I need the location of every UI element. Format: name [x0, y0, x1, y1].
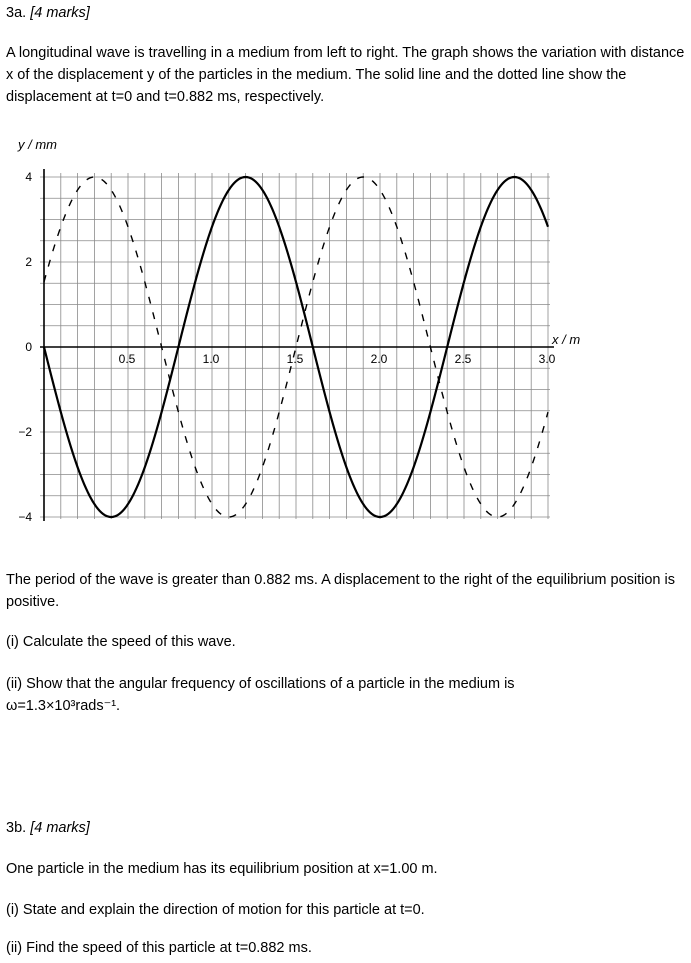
question-3a-intro: A longitudinal wave is travelling in a medium from left to right. The graph shows the variation with distance x of the displacement y of the particles in the medium. The solid line and the dotted line show the displacement at t=0 and t=0.882 ms, respectively. — [6, 45, 685, 105]
x-tick-label: 1.5 — [286, 352, 304, 366]
x-axis-label: x / m — [552, 332, 581, 347]
wave-graph — [0, 128, 600, 523]
x-tick-label: 2.0 — [370, 352, 388, 366]
question-3b-marks: [4 marks] — [30, 820, 90, 836]
graph-grid — [40, 173, 550, 519]
y-tick-label: 0 — [25, 340, 32, 354]
x-tick-label: 0.5 — [118, 352, 136, 366]
question-3a-part-ii-line2: ω=1.3×10³rads⁻¹. — [6, 698, 121, 714]
question-3b-part-ii: (ii) Find the speed of this particle at t=0.882 ms. — [6, 940, 312, 956]
x-tick-label: 2.5 — [454, 352, 472, 366]
question-3a-marks: [4 marks] — [30, 5, 90, 21]
question-3a-header — [6, 2, 90, 24]
y-tick-label: 4 — [25, 170, 32, 184]
question-3b-intro: One particle in the medium has its equilibrium position at x=1.00 m. — [6, 861, 438, 877]
x-tick-label: 1.0 — [202, 352, 220, 366]
question-3b-number: 3b. — [6, 820, 27, 836]
y-tick-label: 2 — [25, 255, 32, 269]
question-3b-header — [6, 817, 90, 839]
question-3a-part-ii-line1: (ii) Show that the angular frequency of oscillations of a particle in the medium is — [6, 676, 515, 692]
y-tick-label: −4 — [18, 510, 32, 523]
question-3a-info: The period of the wave is greater than 0.882 ms. A displacement to the right of the equilibrium position is positive. — [6, 572, 675, 610]
question-3a-part-i: (i) Calculate the speed of this wave. — [6, 634, 236, 650]
y-axis-label: y / mm — [18, 137, 57, 152]
y-tick-label: −2 — [18, 425, 32, 439]
question-3b-part-i: (i) State and explain the direction of motion for this particle at t=0. — [6, 902, 425, 918]
graph-axes — [40, 169, 554, 521]
x-tick-label: 3.0 — [538, 352, 556, 366]
question-3a-number: 3a. — [6, 5, 27, 21]
